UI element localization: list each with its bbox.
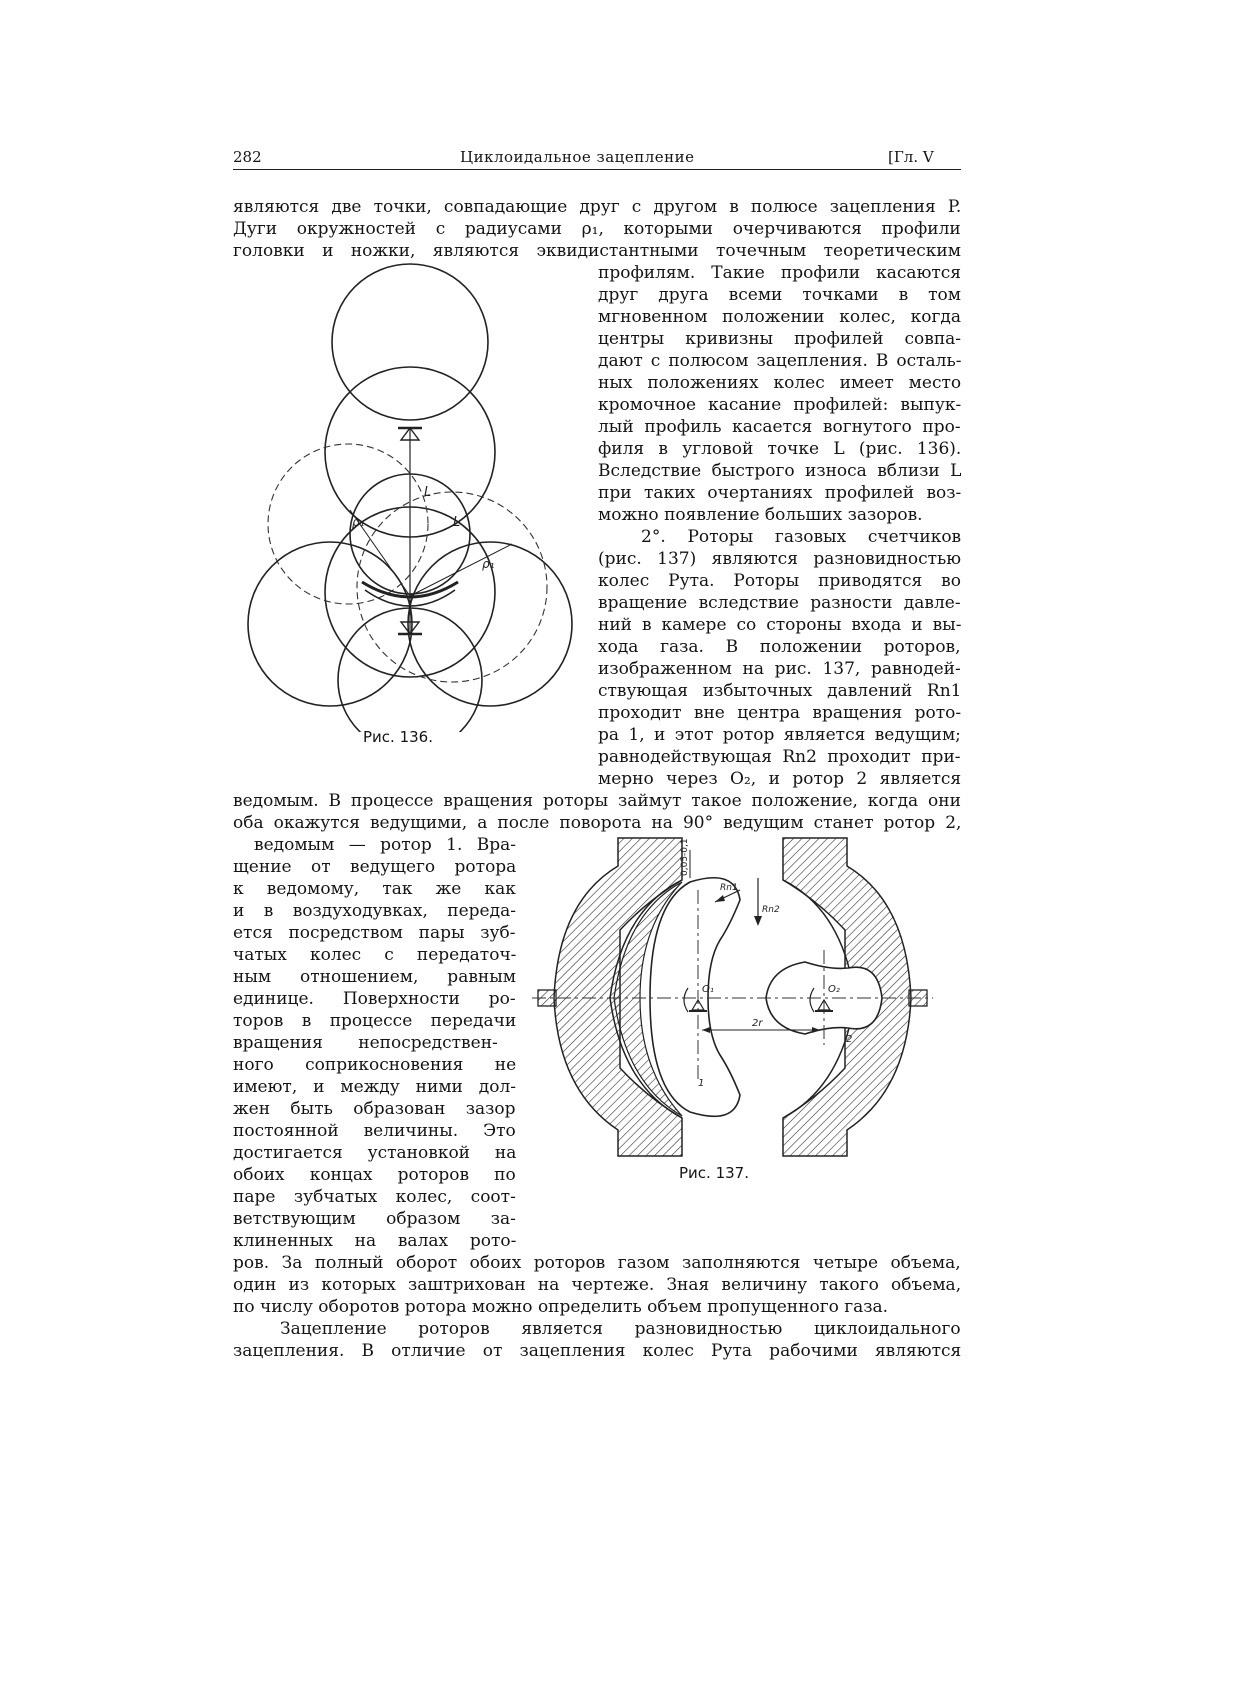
text-line: ний в камере со стороны входа и вы- [598, 615, 962, 635]
fig137-label-1: 1 [698, 1078, 705, 1089]
text-line: центры кривизны профилей совпа- [598, 329, 962, 349]
text-line: достигается установкой на [233, 1143, 517, 1163]
text-line: ным отношением, равным [233, 967, 516, 987]
fig136-label-rho-1: ρ₁ [352, 515, 365, 529]
fig137-label-gap: 0,05-0,1 [680, 838, 690, 876]
fig137-label-2r: 2r [752, 1018, 763, 1029]
text-line: ется посредством пары зуб- [233, 923, 516, 943]
text-line: ра 1, и этот ротор является ведущим; [598, 725, 961, 745]
text-line: единице. Поверхности ро- [233, 989, 516, 1009]
text-line: 2°. Роторы газовых счетчиков [641, 527, 962, 547]
text-line: торов в процессе передачи [233, 1011, 517, 1031]
figure-137-caption: Рис. 137. [679, 1164, 749, 1182]
figure-137 [530, 830, 935, 1160]
fig137-label-O1: O₁ [702, 984, 714, 995]
figure-136-caption: Рис. 136. [363, 728, 433, 746]
text-line: по числу оборотов ротора можно определить объем пропущенного газа. [233, 1297, 889, 1317]
text-line: Дуги окружностей с радиусами ρ₁, которыми очерчиваются профили [233, 219, 961, 239]
text-line: зацепления. В отличие от зацепления колес Рута рабочими являются [233, 1341, 962, 1361]
text-line: один из которых заштрихован на чертеже. Зная величину такого объема, [233, 1275, 962, 1295]
text-line: мерно через O₂, и ротор 2 является [598, 769, 962, 789]
fig136-label-rho-2: ρ₁ [482, 557, 495, 571]
text-line: и в воздуходувках, переда- [233, 901, 516, 921]
text-line: лый профиль касается вогнутого про- [598, 417, 961, 437]
text-line: дают с полюсом зацепления. В осталь- [598, 351, 962, 371]
fig136-label-L-1: L [424, 485, 432, 500]
text-line: ветствующим образом за- [233, 1209, 516, 1229]
text-line: головки и ножки, являются эквидистантными точечным теоретическим [233, 241, 961, 261]
text-line: Вследствие быстрого износа вблизи L [598, 461, 962, 481]
text-line: ведомым — ротор 1. Вра- [254, 835, 517, 855]
text-line: кромочное касание профилей: выпук- [598, 395, 962, 415]
text-line: чатых колес с передаточ- [233, 945, 517, 965]
text-line: мгновенном положении колес, когда [598, 307, 961, 327]
text-line: ных положениях колес имеет место [598, 373, 962, 393]
text-line: филя в угловой точке L (рис. 136). [598, 439, 962, 459]
text-line: к ведомому, так же как [233, 879, 516, 899]
text-line: щение от ведущего ротора [233, 857, 517, 877]
text-line: (рис. 137) являются разновидностью [598, 549, 962, 569]
text-line: можно появление больших зазоров. [598, 505, 923, 525]
text-line: вращение вследствие разности давле- [598, 593, 961, 613]
text-line: проходит вне центра вращения рото- [598, 703, 962, 723]
header-rule [233, 169, 961, 170]
fig137-label-2: 2 [846, 1034, 853, 1045]
text-line: постоянной величины. Это [233, 1121, 516, 1141]
text-line: Зацепление роторов является разновидностью циклоидального [280, 1319, 961, 1339]
text-line: колес Рута. Роторы приводятся во [598, 571, 961, 591]
text-line: хода газа. В положении роторов, [598, 637, 961, 657]
text-line: изображенном на рис. 137, равнодей- [598, 659, 961, 679]
text-line: вращения непосредствен- [233, 1033, 498, 1053]
text-line: ного соприкосновения не [233, 1055, 517, 1075]
figure-136 [240, 262, 590, 732]
text-line: жен быть образован зазор [233, 1099, 516, 1119]
text-line: обоих концах роторов по [233, 1165, 516, 1185]
text-line: профилям. Такие профили касаются [598, 263, 962, 283]
text-line: равнодействующая Rn2 проходит при- [598, 747, 961, 767]
fig137-label-Rn2: Rn2 [762, 905, 780, 915]
page-number: 282 [233, 148, 262, 166]
text-line: ведомым. В процессе вращения роторы займут такое положение, когда они [233, 791, 961, 811]
fig136-label-L-2: L [453, 515, 461, 530]
text-line: при таких очертаниях профилей воз- [598, 483, 962, 503]
text-line: клиненных на валах рото- [233, 1231, 517, 1251]
text-line: ров. За полный оборот обоих роторов газом заполняются четыре объема, [233, 1253, 961, 1273]
text-line: являются две точки, совпадающие друг с другом в полюсе зацепления P. [233, 197, 962, 217]
text-line: ствующая избыточных давлений Rn1 [598, 681, 962, 701]
fig137-label-Rn1: Rn1 [720, 883, 738, 893]
chapter-label: [Гл. V [888, 148, 934, 166]
fig137-label-O2: O₂ [828, 984, 840, 995]
text-line: имеют, и между ними дол- [233, 1077, 517, 1097]
text-line: друг друга всеми точками в том [598, 285, 962, 305]
text-line: оба окажутся ведущими, а после поворота на 90° ведущим станет ротор 2, [233, 813, 962, 833]
running-title: Циклоидальное зацепление [460, 148, 695, 166]
text-line: паре зубчатых колес, соот- [233, 1187, 516, 1207]
